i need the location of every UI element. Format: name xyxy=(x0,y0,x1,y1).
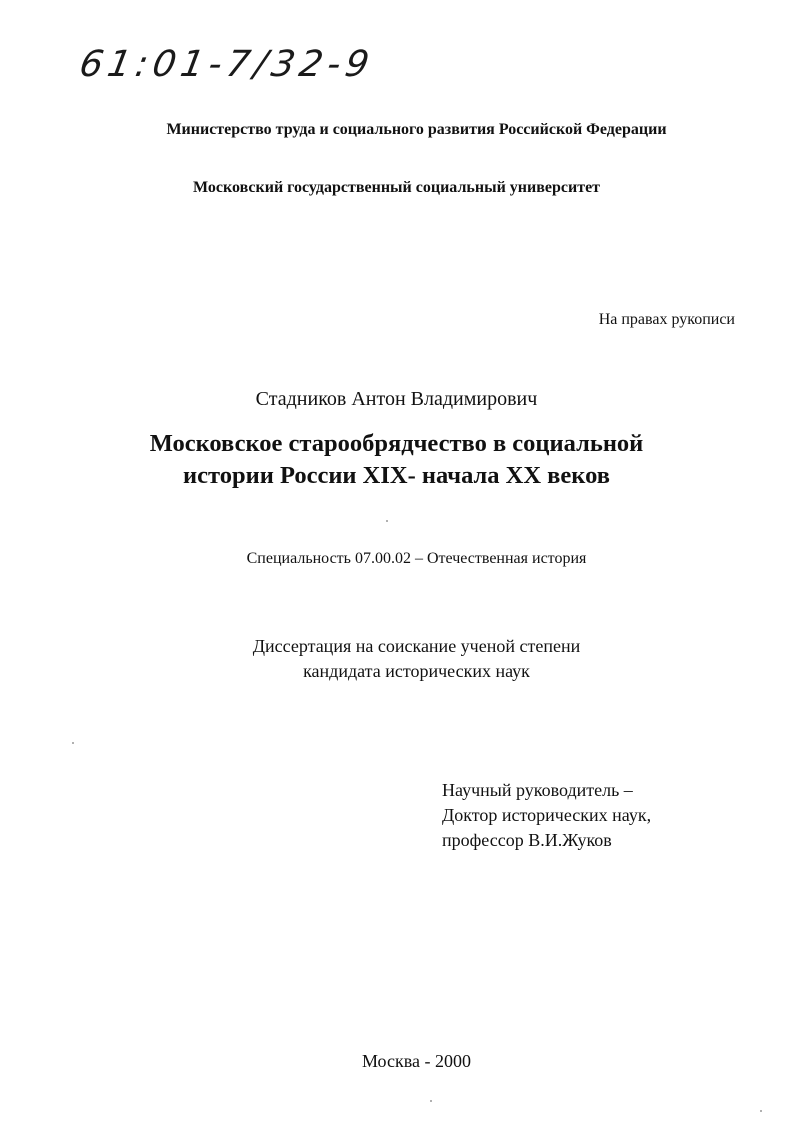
supervisor-line-3: профессор В.И.Жуков xyxy=(442,830,612,850)
city-year: Москва - 2000 xyxy=(362,1051,471,1071)
dissertation-degree xyxy=(20,634,793,684)
rights-note: На правах рукописи xyxy=(598,311,735,328)
author-name: Стадников Антон Владимирович xyxy=(255,388,538,410)
supervisor-line-1: Научный руководитель – xyxy=(442,780,633,800)
title-line-1: Московское старообрядчество в социальной xyxy=(149,430,644,457)
title-line-2: истории России XIX- начала XX веков xyxy=(183,462,610,489)
scientific-supervisor xyxy=(442,778,651,853)
specialty: Специальность 07.00.02 – Отечественная история xyxy=(246,550,587,567)
scan-speck xyxy=(72,742,74,744)
degree-line-2: кандидата исторических наук xyxy=(303,661,530,681)
scan-speck xyxy=(760,1110,762,1112)
handwritten-archive-code: 61:01-7/32-9 xyxy=(76,44,378,85)
scan-speck xyxy=(430,1100,432,1102)
university-name: Московский государственный социальный университет xyxy=(192,179,601,196)
supervisor-line-2: Доктор исторических наук, xyxy=(442,805,652,825)
dissertation-title xyxy=(0,428,793,492)
scan-speck xyxy=(386,520,388,522)
degree-line-1: Диссертация на соискание ученой степени xyxy=(252,636,581,656)
ministry-name: Министерство труда и социального развития Российской Федерации xyxy=(166,121,667,138)
